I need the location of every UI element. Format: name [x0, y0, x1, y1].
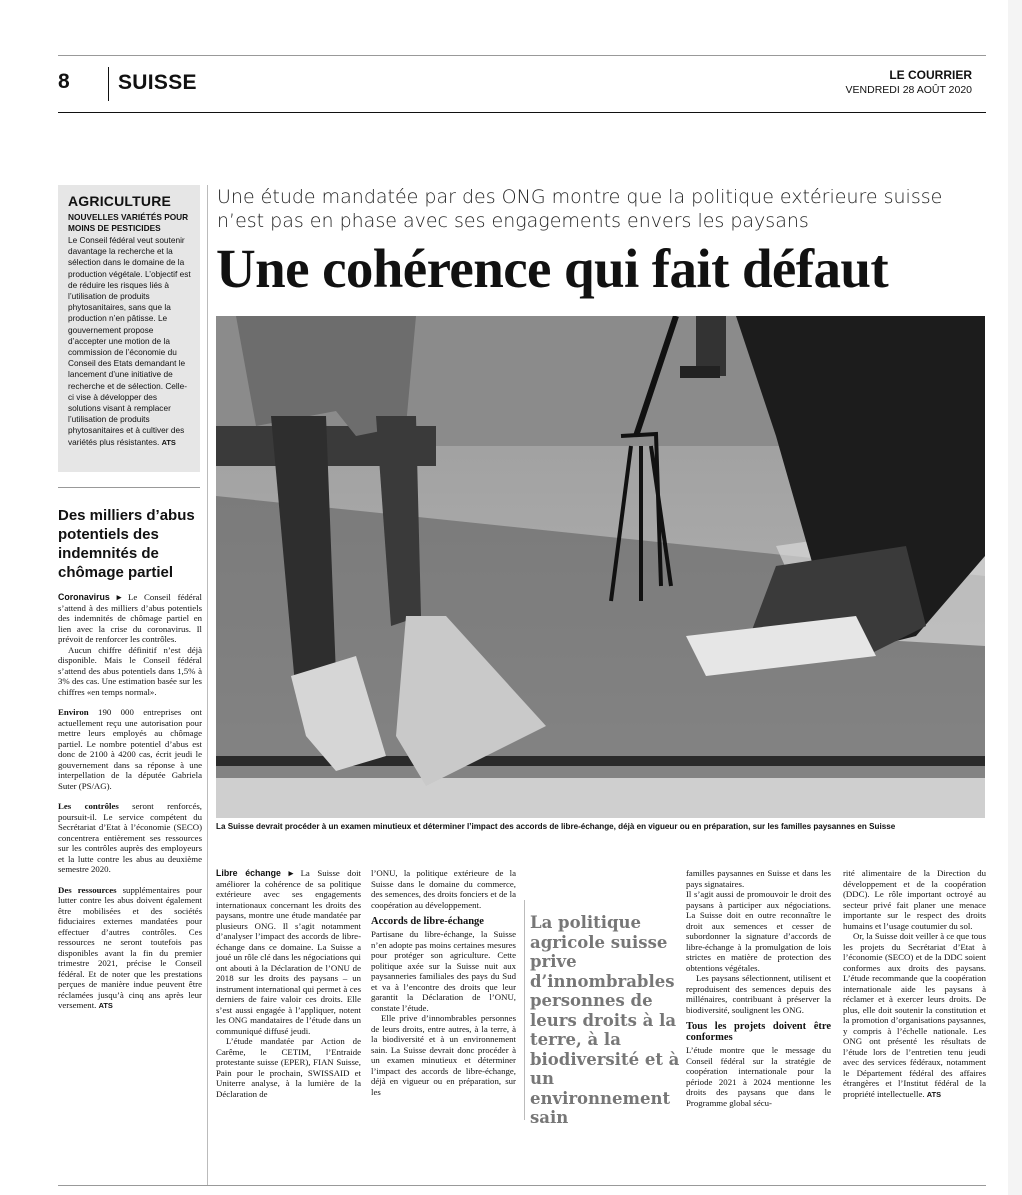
- column-1-paragraph-1: La Suisse doit améliorer la cohérence de sa politique extérieure avec ses engagements internationaux concernant les droits des paysans, montre une étude mandatée par plusieurs ONG. Il s’agit notamment d’analyser l’impact des accords de libre-échange dans ce domaine. La Suisse a joué un rôle clé dans les négociations qui ont abouti à la Déclaration de l’ONU de 2018 sur les droits des paysans – un instrument international qui permet à ces derniers de faire valoir ces droits. Elle s’est aussi engagée à l’appliquer, notent les ONG mandataires de l’étude dans un communiqué diffusé jeudi.: [216, 868, 361, 1036]
- section-title: SUISSE: [118, 71, 197, 94]
- article-kicker: Libre échange ▸: [216, 868, 294, 878]
- column-4-paragraph-1: familles paysannes en Suisse et dans les pays signataires.: [686, 868, 831, 889]
- photo-illustration: [216, 316, 985, 818]
- side-article-body: [58, 592, 202, 1022]
- column-5-paragraph-2: Or, la Suisse doit veiller à ce que tous les projets du Secrétariat d’Etat à l’économie (SECO) et de la DDC soient conformes aux droits des paysans. L’étude recommande que la coopération internationale aide les paysans à réclamer et à exercer leurs droits. De plus, elle doit soutenir la constitution et la promotion d’organisations paysannes, y compris à l’échelle nationale. Les ONG ont présenté les résultats de l’étude lors de l’entretien tenu jeudi avec des services fédéraux, notamment le Département fédéral des affaires étrangères et l’Institut fédéral de la propriété intellectuelle.: [843, 931, 986, 1099]
- column-2-paragraph-2: Partisane du libre-échange, la Suisse n’en adopte pas moins certaines mesures pour protéger son agriculture. Cette politique axée sur la Suisse nuit aux paysanneries familiales des pays du Sud et va à l’encontre des droits que leur garantit la Déclaration de l’ONU, constate l’étude.: [371, 929, 516, 1013]
- side-paragraph-4: seront renforcés, poursuit-il. Le service compétent du Secrétariat d’Etat à l’économie (SECO) concentrera entièrement ses ressources sur les contrôles auprès des employeurs et la lutte contre les abus au deuxième semestre 2020.: [58, 801, 202, 874]
- side-lead-5: Des ressources: [58, 884, 117, 895]
- brief-body: [68, 235, 192, 448]
- column-1-paragraph-2: L’étude mandatée par Action de Carême, le CETIM, l’Entraide protestante suisse (EPER), FIAN Suisse, Pain pour le prochain, SWISSAID et Uniterre analyse, à la lumière de la Déclaration de: [216, 1036, 361, 1099]
- column-4-paragraph-3: Les paysans sélectionnent, utilisent et reproduisent des semences depuis des millénaires, contribuant à préserver la biodiversité, soulignent les ONG.: [686, 973, 831, 1015]
- article-column-1: [216, 868, 361, 1099]
- article-deck: Une étude mandatée par des ONG montre que la politique extérieure suisse n’est pas en phase avec ses engagements envers les paysans: [217, 186, 943, 232]
- side-lead-3: Environ: [58, 707, 89, 717]
- article-column-5: [843, 868, 986, 1100]
- article-source: ATS: [926, 1089, 942, 1099]
- pull-quote: La politique agricole suisse prive d’innombrables personnes de leurs droits à la terre, à la biodiversité et à un environnement sain: [530, 913, 680, 1127]
- article-column-4: [686, 868, 831, 1108]
- article-headline: Une cohérence qui fait défaut: [216, 238, 889, 299]
- news-brief-box: [58, 185, 200, 472]
- page-edge: [1008, 0, 1022, 1195]
- column-separator: [207, 185, 208, 1185]
- column-2-paragraph-1: l’ONU, la politique extérieure de la Suisse dans le domaine du commerce, des semences, des droits fonciers et de la coopération au développement.: [371, 868, 516, 910]
- column-5-paragraph-1: rité alimentaire de la Direction du développement et de la coopération (DDC). Le rôle important octroyé au secteur privé fait planer une menace importante sur le respect des droits humains et l’usage coutumier du sol.: [843, 868, 986, 931]
- subheading-projects: Tous les projets doivent être conformes: [686, 1021, 831, 1043]
- bottom-rule: [58, 1185, 986, 1186]
- column-4-paragraph-4: L’étude montre que le message du Conseil fédéral sur la stratégie de coopération internationale pour la période 2021 à 2024 mentionne les droits des paysans que dans le Programme global sécu-: [686, 1045, 831, 1108]
- article-photo: [216, 316, 985, 818]
- article-column-2: [371, 868, 516, 1097]
- subheading-free-trade: Accords de libre-échange: [371, 916, 484, 927]
- newspaper-name: LE COURRIER: [889, 68, 972, 82]
- side-paragraph-3: 190 000 entreprises ont actuellement reçu une autorisation pour mettre leurs employés au chômage partiel. Le nombre potentiel d’abus est donc de 2100 à 4200 cas, écrit jeudi le gouvernement dans sa réponse à une interpellation de la députée Gabriela Suter (PS/AG).: [58, 707, 202, 791]
- side-lead-4: Les contrôles: [58, 801, 119, 811]
- page-number: 8: [58, 70, 70, 93]
- side-rule: [58, 487, 200, 488]
- side-source: ATS: [98, 1001, 113, 1010]
- side-paragraph-2: Aucun chiffre définitif n’est déjà disponible. Mais le Conseil fédéral s’attend des abus potentiels dans 1,5% à 3% des cas. Une estimation basée sur les chiffres «en temps normal».: [58, 644, 202, 697]
- top-rule: [58, 55, 986, 56]
- issue-date: VENDREDI 28 AOÛT 2020: [845, 84, 972, 96]
- photo-caption: La Suisse devrait procéder à un examen minutieux et déterminer l’impact des accords de libre-échange, déjà en vigueur ou en préparation, sur les familles paysannes en Suisse: [216, 822, 896, 831]
- side-article-kicker: Coronavirus ▸: [58, 592, 122, 602]
- column-4-paragraph-2: Il s’agit aussi de promouvoir le droit des paysans à participer aux négociations. La Suisse doit en outre reconnaître le droit aux semences et cesser de subordonner la signature d’accords de libre-échange à la promulgation de lois strictes en matière de protection des obtentions végétales.: [686, 889, 831, 973]
- side-paragraph-1: Le Conseil fédéral s’attend à des milliers d’abus potentiels des indemnités de chômage partiel en lien avec la crise du coronavirus. Il prévoit de renforcer les contrôles.: [58, 592, 202, 644]
- brief-source: ATS: [161, 437, 176, 447]
- header-divider: [108, 67, 109, 101]
- side-article-headline: Des milliers d’abus potentiels des indemnités de chômage partiel: [58, 507, 195, 581]
- brief-text: Le Conseil fédéral veut soutenir davantage la recherche et la sélection dans le domaine de la production végétale. L’objectif est de réduire les risques liés à l’utilisation de produits phytosanitaires, sans que la production n’en pâtisse. Le gouvernement propose d’accepter une motion de la commission de l’économie du Conseil des Etats demandant le lancement d’une initiative de recherche et de sélection. Celle-ci vise à développer des solutions visant à remplacer l’utilisation de produits phytosanitaires et à cultiver des variétés plus résistantes.: [68, 235, 191, 447]
- pull-quote-rule: [524, 900, 525, 1120]
- side-paragraph-5: supplémentaires pour lutter contre les abus doivent également être mobilisées et des sociétés fiduciaires externes mandatées pour effectuer d’autres contrôles. Ces ressources ne seront toutefois pas disponibles avant la fin du premier trimestre 2021, précise le Conseil fédéral. Et de noter que les prestations perçues de manière indue peuvent être réclamées jusqu’à cinq ans après leur versement.: [58, 884, 202, 1010]
- header-rule: [58, 112, 986, 113]
- brief-title: NOUVELLES VARIÉTÉS POUR MOINS DE PESTICIDES: [68, 212, 189, 233]
- column-2-paragraph-3: Elle prive d’innombrables personnes de leurs droits, entre autres, à la terre, à la biodiversité et à un environnement sain. La Suisse devrait donc procéder à un examen minutieux et déterminer l’impact des accords de libre-échange, déjà en vigueur ou en préparation, sur les: [371, 1013, 516, 1097]
- brief-kicker: AGRICULTURE: [68, 193, 172, 209]
